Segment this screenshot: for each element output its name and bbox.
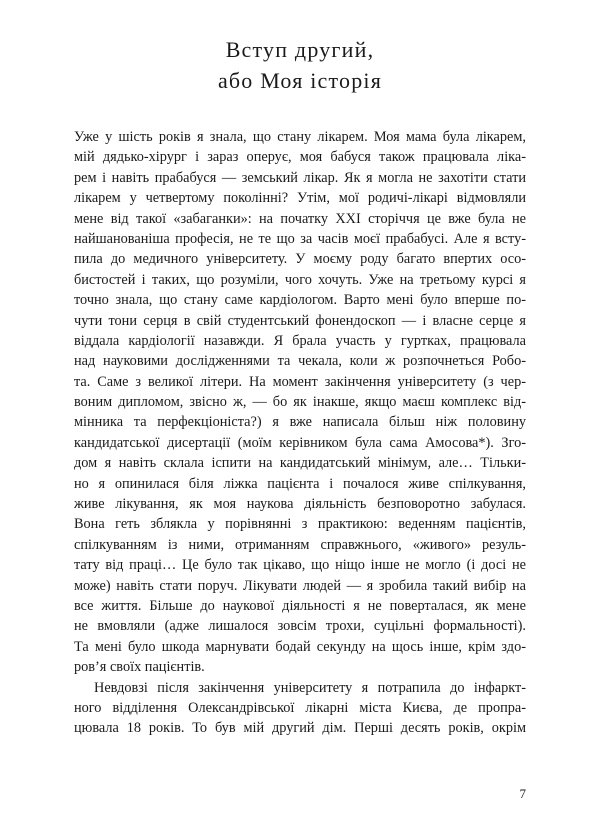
text-line: Та мені було шкода марнувати бодай секунду на щось інше, крім здо-	[74, 638, 526, 655]
text-line: над науковими дослідженнями та чекала, коли ж розпочнеться Робо-	[74, 353, 526, 370]
text-line: Вона геть зблякла у порівнянні з практикою: веденням пацієнтів,	[74, 516, 526, 533]
text-line: кандидатської дисертації (моїм керівником була сама Амосова*). Зго-	[74, 434, 526, 451]
text-line: мене від такої «забаганки»: на початку XXI сторіччя це вже була не	[74, 210, 526, 227]
text-line: найшанованіша професія, не те що за часів моєї прабабусі. Але я всту-	[74, 230, 526, 247]
text-line: ров’я своїх пацієнтів.	[74, 659, 205, 676]
text-line: Уже у шість років я знала, що стану лікарем. Моя мама була лікарем,	[74, 129, 526, 145]
body-text	[74, 127, 526, 739]
text-line: дом я навіть склала іспити на кандидатський мінімум, але… Тільки-	[74, 455, 526, 472]
text-line: бистостей і таких, що розуміли, чого хочуть. Уже на третьому курсі я	[74, 271, 526, 288]
text-line: Невдовзі після закінчення університету я потрапила до інфаркт-	[94, 679, 526, 696]
text-line: но я опинилася біля ліжка пацієнта і почалося живе спілкування,	[74, 475, 526, 492]
text-line: мінника та перфекціоніста?) я вже написала більш ніж половину	[74, 414, 526, 431]
text-line: лікарем у четвертому поколінні? Утім, мої родичі-лікарі відмовляли	[74, 190, 526, 207]
text-line: та. Саме з великої літери. На момент закінчення університету (з чер-	[74, 373, 526, 390]
page-number: 7	[519, 786, 526, 801]
text-line: воним дипломом, звісно ж, — бо як інакше, якщо маєш комплекс від-	[74, 394, 526, 411]
chapter-title	[0, 34, 600, 96]
text-line: живе лікування, як моя наукова діяльність безповоротно забулася.	[74, 496, 526, 513]
text-line: точно знала, що стану саме кардіологом. Варто мені було вперше по-	[74, 292, 526, 309]
text-line: все життя. Більше до наукової діяльності я не поверталася, як мене	[74, 597, 526, 614]
text-line: спілкуванням із ними, отриманням справжнього, «живого» резуль-	[74, 536, 526, 553]
text-line: цювала 18 років. То був мій другий дім. Перші десять років, окрім	[74, 720, 526, 737]
chapter-title-line-2: або Моя історія	[217, 68, 383, 93]
text-line: не вмовляли (адже лишалося зовсім трохи, суцільні формальності).	[74, 618, 526, 635]
text-line: рем і навіть прабабуся — земський лікар. Як я могла не захотіти стати	[74, 169, 526, 186]
text-line: тату від праці… Це було так цікаво, що ніщо інше не могло (і досі не	[74, 557, 526, 574]
text-line: ного відділення Олександрівської лікарні міста Києва, де пропра-	[74, 699, 526, 716]
text-line: пила до медичного університету. У моєму роду багато впертих осо-	[74, 251, 526, 268]
paragraph-1	[74, 127, 526, 678]
text-line: мій дядько-хірург і зараз оперує, моя бабуся також працювала ліка-	[74, 149, 526, 166]
text-line: чути тони серця в свій студентський фонендоскоп — і власне серце я	[74, 312, 526, 329]
text-line: віддала кардіології назавжди. Я брала участь у гуртках, працювала	[74, 332, 526, 349]
text-line: може) навіть стати поруч. Лікувати людей — я зробила такий вибір на	[74, 577, 526, 594]
chapter-title-line-1: Вступ другий,	[225, 37, 375, 62]
paragraph-2	[74, 678, 526, 739]
